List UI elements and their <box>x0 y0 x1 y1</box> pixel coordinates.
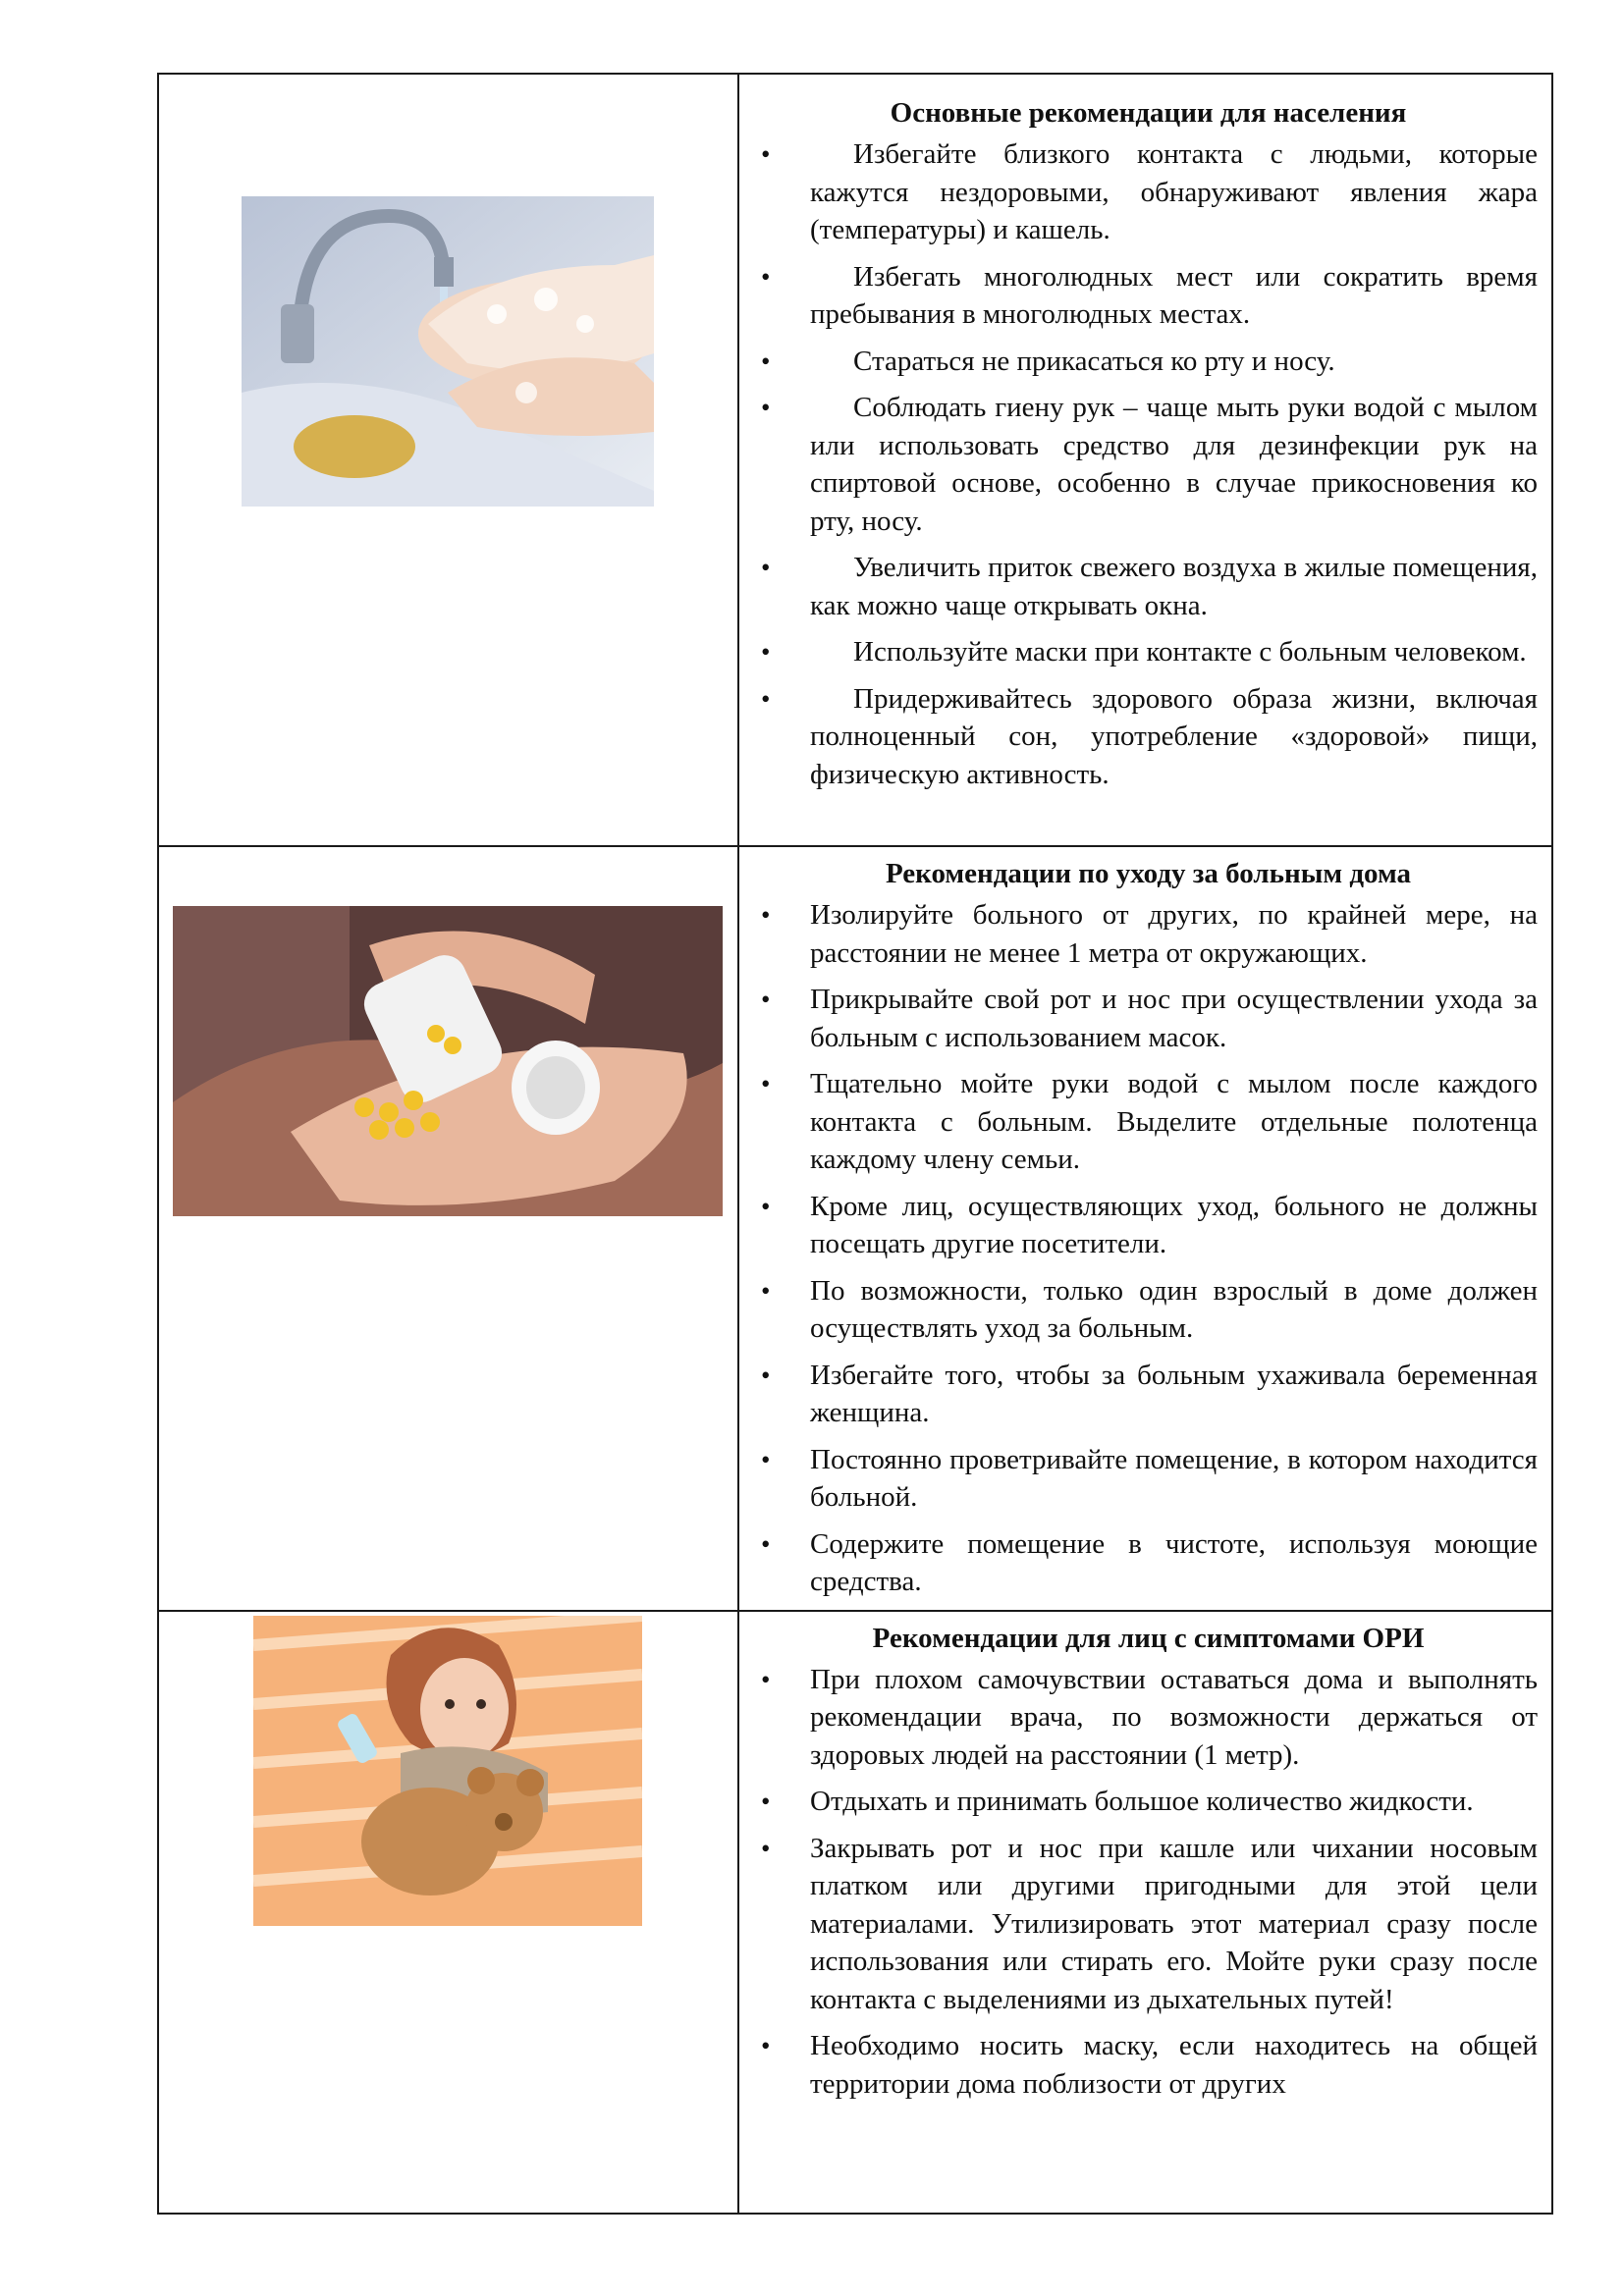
text-cell <box>738 74 1552 846</box>
list-item: • Придерживайтесь здорового образа жизни, включая полноценный сон, употребление «здоровой» пищи, физическую активность. <box>759 680 1538 794</box>
list-item: • Избегайте того, чтобы за больным ухаживала беременная женщина. <box>759 1357 1538 1432</box>
list-item: • Тщательно мойте руки водой с мылом после каждого контакта с больным. Выделите отдельные полотенца каждому члену семьи. <box>759 1065 1538 1179</box>
recommendation-list <box>759 896 1538 1601</box>
image-cell <box>158 1611 738 2214</box>
list-item: • Закрывать рот и нос при кашле или чихании носовым платком или другими пригодными для этой цели материалами. Утилизировать этот материал сразу после использования или стирать его. Мойте руки сразу после контакта с выделениями из дыхательных путей! <box>759 1830 1538 2019</box>
pills-in-hand-photo <box>173 906 723 1216</box>
list-item: • Содержите помещение в чистоте, используя моющие средства. <box>759 1525 1538 1601</box>
image-cell <box>158 846 738 1611</box>
section-heading: Рекомендации по уходу за больным дома <box>885 858 1412 889</box>
list-item: • Используйте маски при контакте с больным человеком. <box>759 633 1538 671</box>
list-item: • Отдыхать и принимать большое количество жидкости. <box>759 1783 1538 1821</box>
list-item: • Избегать многолюдных мест или сократить время пребывания в многолюдных местах. <box>759 258 1538 334</box>
text-cell <box>738 846 1552 1611</box>
table-row <box>158 846 1552 1611</box>
list-item: • Необходимо носить маску, если находитесь на общей территории дома поблизости от других <box>759 2027 1538 2103</box>
text-cell <box>738 1611 1552 2214</box>
list-item: • Избегайте близкого контакта с людьми, которые кажутся нездоровыми, обнаруживают явления жара (температуры) и кашель. <box>759 135 1538 249</box>
list-item: • Прикрывайте свой рот и нос при осуществлении ухода за больным с использованием масок. <box>759 981 1538 1056</box>
list-item: • Изолируйте больного от других, по крайней мере, на расстоянии не менее 1 метра от окружающих. <box>759 896 1538 972</box>
document-page <box>157 73 1547 2215</box>
recommendation-list <box>759 135 1538 793</box>
table-row <box>158 1611 1552 2214</box>
table-row <box>158 74 1552 846</box>
recommendation-list <box>759 1661 1538 2104</box>
section-heading: Основные рекомендации для населения <box>890 97 1407 129</box>
section-heading: Рекомендации для лиц с симптомами ОРИ <box>872 1622 1425 1654</box>
list-item: • Кроме лиц, осуществляющих уход, больного не должны посещать другие посетители. <box>759 1188 1538 1263</box>
list-item: • Постоянно проветривайте помещение, в котором находится больной. <box>759 1441 1538 1517</box>
list-item: • Увеличить приток свежего воздуха в жилые помещения, как можно чаще открывать окна. <box>759 549 1538 624</box>
hand-washing-photo <box>242 196 654 507</box>
recommendations-table <box>157 73 1553 2215</box>
list-item: • Стараться не прикасаться ко рту и носу. <box>759 343 1538 381</box>
image-cell <box>158 74 738 846</box>
list-item: • При плохом самочувствии оставаться дома и выполнять рекомендации врача, по возможности держаться от здоровых людей на расстоянии (1 метр). <box>759 1661 1538 1775</box>
list-item: • По возможности, только один взрослый в доме должен осуществлять уход за больным. <box>759 1272 1538 1348</box>
sick-child-photo <box>253 1616 642 1926</box>
list-item: • Соблюдать гиену рук – чаще мыть руки водой с мылом или использовать средство для дезинфекции рук на спиртовой основе, особенно в случае прикосновения ко рту, носу. <box>759 389 1538 540</box>
